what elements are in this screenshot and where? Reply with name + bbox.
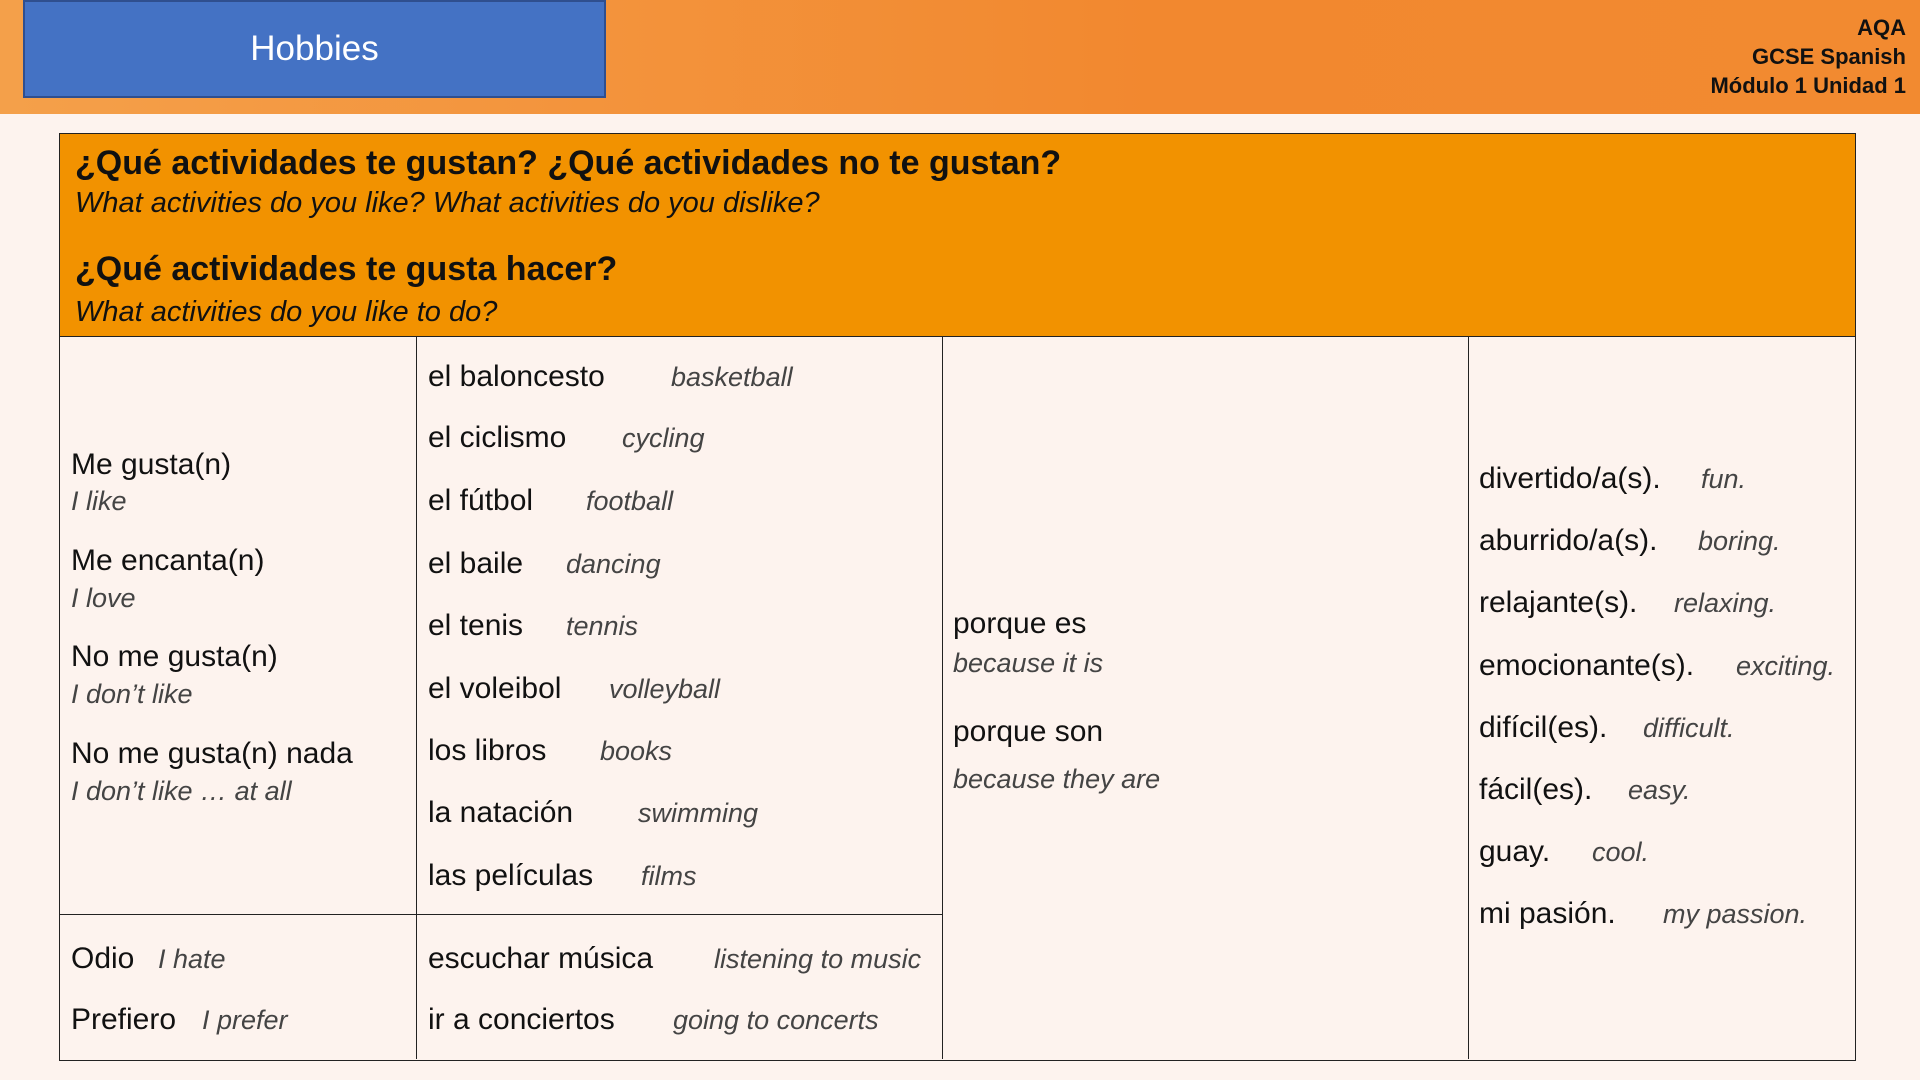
noun-spanish: el baile xyxy=(428,547,524,580)
opinion-english: I love xyxy=(71,583,136,613)
noun-english: football xyxy=(586,486,674,516)
noun-english: cycling xyxy=(622,423,705,453)
connective-spanish: porque es xyxy=(953,607,1087,640)
noun-spanish: el fútbol xyxy=(428,484,534,517)
opinion-english: I like xyxy=(71,486,127,516)
adjective-english: difficult. xyxy=(1643,713,1735,743)
adjective-english: exciting. xyxy=(1736,651,1836,681)
adjective-spanish: mi pasión. xyxy=(1479,897,1616,930)
noun-english: volleyball xyxy=(609,674,721,704)
opinion-english: I don’t like … at all xyxy=(71,776,292,806)
column-divider-1 xyxy=(416,337,417,1059)
exam-board: AQA xyxy=(1857,15,1906,40)
question-1-english: What activities do you like? What activities do you dislike? xyxy=(75,187,820,219)
noun-spanish: el baloncesto xyxy=(428,360,605,393)
course-name: GCSE Spanish xyxy=(1751,44,1906,69)
column-divider-3 xyxy=(1468,337,1469,1059)
noun-spanish: el voleibol xyxy=(428,672,562,705)
question-1-spanish: ¿Qué actividades te gustan? ¿Qué actividades no te gustan? xyxy=(75,144,1062,182)
opinion-english: I don’t like xyxy=(71,679,193,709)
adjective-spanish: divertido/a(s). xyxy=(1479,462,1661,495)
noun-spanish: el ciclismo xyxy=(428,421,567,454)
noun-english: films xyxy=(641,861,697,891)
noun-english: books xyxy=(600,736,673,766)
adjective-spanish: fácil(es). xyxy=(1479,773,1593,806)
unit-name: Módulo 1 Unidad 1 xyxy=(1710,73,1906,98)
noun-spanish: las películas xyxy=(428,859,594,892)
verb-opinion-spanish: Odio xyxy=(71,942,135,975)
noun-english: basketball xyxy=(671,362,793,392)
connective-english: because it is xyxy=(953,648,1104,678)
column-divider-2 xyxy=(942,337,943,1059)
noun-spanish: los libros xyxy=(428,734,547,767)
noun-spanish: el tenis xyxy=(428,609,524,642)
noun-english: tennis xyxy=(566,611,639,641)
noun-english: dancing xyxy=(566,549,661,579)
adjective-english: boring. xyxy=(1698,526,1781,556)
question-box xyxy=(59,133,1856,337)
adjective-spanish: guay. xyxy=(1479,835,1551,868)
noun-english: swimming xyxy=(638,798,759,828)
opinion-spanish: Me gusta(n) xyxy=(71,448,232,481)
verb-opinion-english: I prefer xyxy=(202,1005,288,1035)
adjective-english: easy. xyxy=(1628,775,1691,805)
infinitive-spanish: escuchar música xyxy=(428,942,654,975)
course-info xyxy=(1710,13,1906,100)
opinion-spanish: No me gusta(n) nada xyxy=(71,737,353,770)
row-divider xyxy=(60,914,943,915)
adjective-english: my passion. xyxy=(1663,899,1808,929)
question-2-english: What activities do you like to do? xyxy=(75,296,498,328)
vocab-table xyxy=(59,336,1856,1061)
adjective-spanish: emocionante(s). xyxy=(1479,649,1695,682)
connective-spanish: porque son xyxy=(953,715,1104,748)
slide-title: Hobbies xyxy=(23,0,606,98)
verb-opinion-spanish: Prefiero xyxy=(71,1003,177,1036)
question-2-spanish: ¿Qué actividades te gusta hacer? xyxy=(75,250,618,288)
adjective-spanish: aburrido/a(s). xyxy=(1479,524,1658,557)
infinitive-english: going to concerts xyxy=(673,1005,879,1035)
verb-opinion-english: I hate xyxy=(158,944,226,974)
connective-english: because they are xyxy=(953,764,1161,794)
infinitive-spanish: ir a conciertos xyxy=(428,1003,615,1036)
opinion-spanish: No me gusta(n) xyxy=(71,640,278,673)
adjective-spanish: difícil(es). xyxy=(1479,711,1608,744)
adjective-english: fun. xyxy=(1701,464,1747,494)
opinion-spanish: Me encanta(n) xyxy=(71,544,265,577)
adjective-english: cool. xyxy=(1592,837,1650,867)
adjective-english: relaxing. xyxy=(1674,588,1777,618)
noun-spanish: la natación xyxy=(428,796,574,829)
infinitive-english: listening to music xyxy=(714,944,922,974)
adjective-spanish: relajante(s). xyxy=(1479,586,1638,619)
